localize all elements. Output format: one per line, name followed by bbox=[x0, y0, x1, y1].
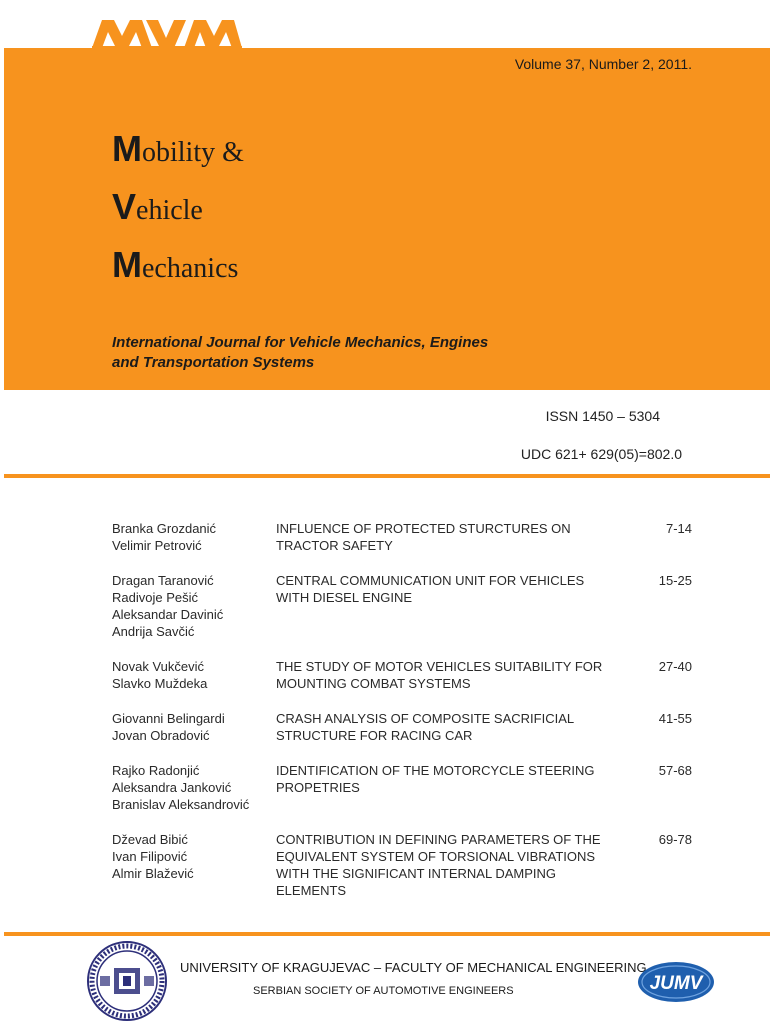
toc-authors bbox=[112, 762, 276, 813]
toc-pages: 57-68 bbox=[658, 763, 692, 778]
toc-pages: 27-40 bbox=[658, 659, 692, 674]
author-name: Jovan Obradović bbox=[112, 728, 210, 743]
toc-pages: 15-25 bbox=[658, 573, 692, 588]
title-initial: M bbox=[112, 244, 142, 285]
author-name: Dževad Bibić bbox=[112, 832, 188, 847]
article-title-line: CRASH ANALYSIS OF COMPOSITE SACRIFICIAL bbox=[276, 711, 575, 726]
toc-authors bbox=[112, 520, 276, 554]
toc-article-title bbox=[276, 572, 634, 640]
subtitle-line: and Transportation Systems bbox=[112, 354, 315, 371]
article-title-line: EQUIVALENT SYSTEM OF TORSIONAL VIBRATIONS bbox=[276, 849, 596, 864]
author-name: Branislav Aleksandrović bbox=[112, 797, 250, 812]
issn-label: ISSN 1450 – 5304 bbox=[545, 408, 660, 424]
toc-entry bbox=[112, 831, 692, 899]
author-name: Branka Grozdanić bbox=[112, 521, 217, 536]
title-initial: V bbox=[112, 186, 137, 227]
toc-article-title bbox=[276, 658, 634, 692]
toc-entry bbox=[112, 762, 692, 813]
toc-article-title bbox=[276, 762, 634, 813]
toc-authors bbox=[112, 572, 276, 640]
title-rest: ehicle bbox=[136, 195, 203, 226]
toc-authors bbox=[112, 658, 276, 692]
article-title-line: WITH THE SIGNIFICANT INTERNAL DAMPING bbox=[276, 866, 557, 881]
divider bbox=[4, 474, 770, 478]
author-name: Giovanni Belingardi bbox=[112, 711, 225, 726]
subtitle-line: International Journal for Vehicle Mechanics, Engines bbox=[112, 334, 489, 351]
toc-article-title bbox=[276, 710, 634, 744]
article-title-line: TRACTOR SAFETY bbox=[276, 538, 393, 553]
toc-article-title bbox=[276, 831, 634, 899]
author-name: Dragan Taranović bbox=[112, 573, 214, 588]
divider bbox=[4, 932, 770, 936]
volume-label: Volume 37, Number 2, 2011. bbox=[514, 56, 692, 72]
journal-subtitle bbox=[112, 333, 542, 373]
author-name: Almir Blažević bbox=[112, 866, 194, 881]
author-name: Radivoje Pešić bbox=[112, 590, 198, 605]
author-name: Slavko Muždeka bbox=[112, 676, 208, 691]
title-mechanics bbox=[112, 244, 238, 286]
article-title-line: INFLUENCE OF PROTECTED STURCTURES ON bbox=[276, 521, 571, 536]
toc-pages: 41-55 bbox=[658, 711, 692, 726]
title-rest: echanics bbox=[142, 253, 239, 284]
article-title-line: THE STUDY OF MOTOR VEHICLES SUITABILITY FOR bbox=[276, 659, 603, 674]
title-initial: M bbox=[112, 128, 142, 169]
author-name: Velimir Petrović bbox=[112, 538, 202, 553]
title-vehicle bbox=[112, 186, 203, 228]
author-name: Aleksandar Davinić bbox=[112, 607, 224, 622]
toc-pages: 69-78 bbox=[658, 832, 692, 847]
article-title-line: STRUCTURE FOR RACING CAR bbox=[276, 728, 473, 743]
toc-pages: 7-14 bbox=[665, 521, 692, 536]
table-of-contents bbox=[112, 520, 692, 917]
article-title-line: PROPETRIES bbox=[276, 780, 360, 795]
toc-entry bbox=[112, 710, 692, 744]
university-name: UNIVERSITY OF KRAGUJEVAC – FACULTY OF MECHANICAL ENGINEERING bbox=[180, 960, 647, 975]
author-name: Aleksandra Janković bbox=[112, 780, 232, 795]
article-title-line: ELEMENTS bbox=[276, 883, 347, 898]
title-mobility bbox=[112, 128, 244, 170]
jumv-label: JUMV bbox=[649, 973, 703, 994]
university-seal-icon bbox=[86, 940, 168, 1022]
author-name: Andrija Savčić bbox=[112, 624, 195, 639]
toc-article-title bbox=[276, 520, 634, 554]
article-title-line: MOUNTING COMBAT SYSTEMS bbox=[276, 676, 471, 691]
toc-authors bbox=[112, 831, 276, 899]
author-name: Novak Vukčević bbox=[112, 659, 204, 674]
toc-entry bbox=[112, 658, 692, 692]
author-name: Ivan Filipović bbox=[112, 849, 188, 864]
article-title-line: IDENTIFICATION OF THE MOTORCYCLE STEERING bbox=[276, 763, 595, 778]
udc-label: UDC 621+ 629(05)=802.0 bbox=[520, 446, 682, 462]
jumv-logo bbox=[636, 960, 716, 1004]
author-name: Rajko Radonjić bbox=[112, 763, 200, 778]
title-rest: obility & bbox=[142, 137, 244, 168]
society-name: SERBIAN SOCIETY OF AUTOMOTIVE ENGINEERS bbox=[253, 985, 514, 997]
toc-authors bbox=[112, 710, 276, 744]
article-title-line: CONTRIBUTION IN DEFINING PARAMETERS OF THE bbox=[276, 832, 601, 847]
toc-entry bbox=[112, 520, 692, 554]
article-title-line: WITH DIESEL ENGINE bbox=[276, 590, 413, 605]
toc-entry bbox=[112, 572, 692, 640]
article-title-line: CENTRAL COMMUNICATION UNIT FOR VEHICLES bbox=[276, 573, 585, 588]
